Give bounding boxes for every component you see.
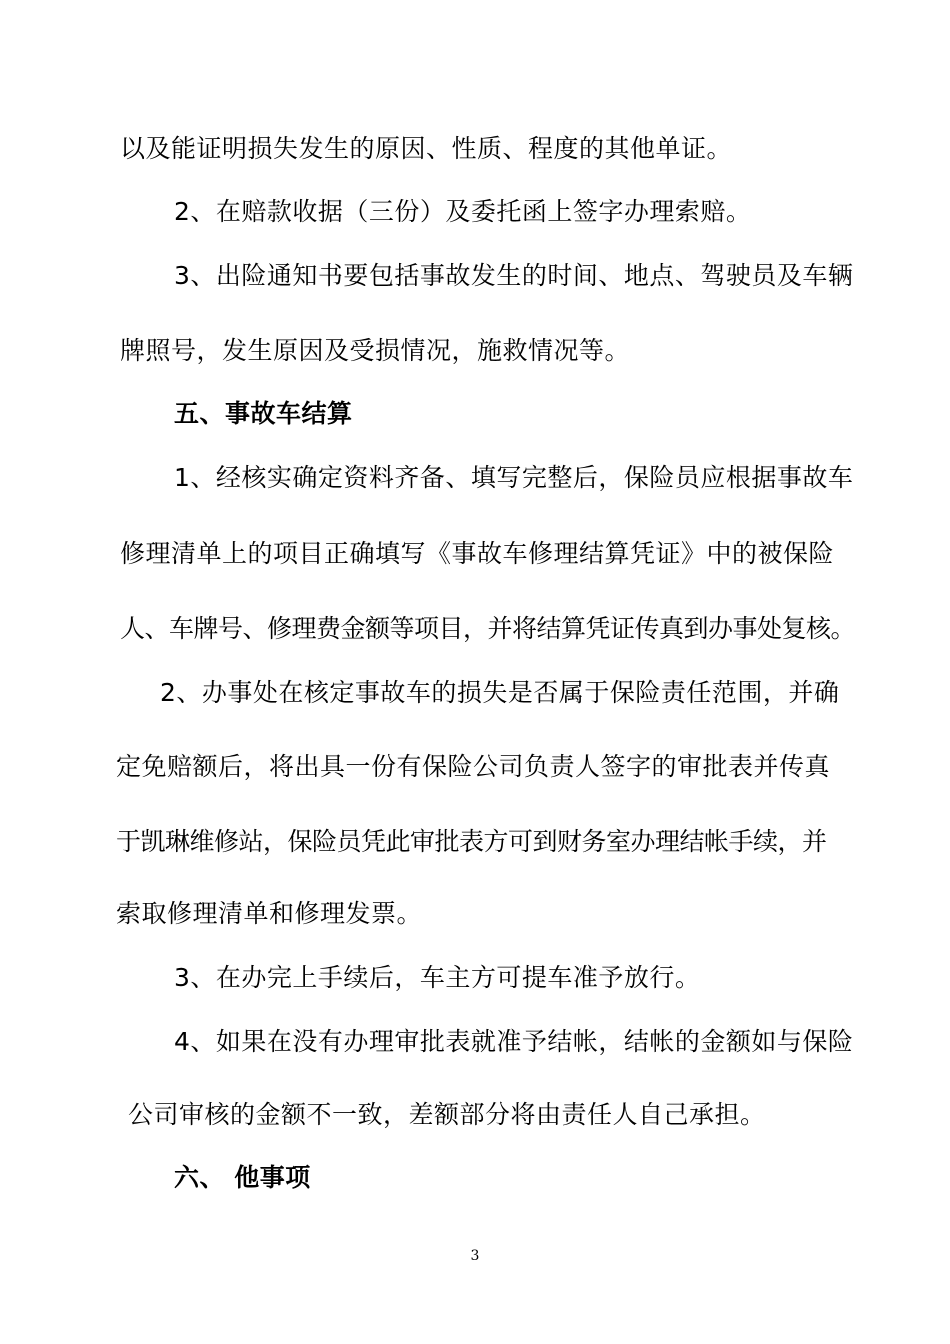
text-line: 3、在办完上手续后，车主方可提车准予放行。 <box>174 963 701 992</box>
text-line: 修理清单上的项目正确填写《事故车修理结算凭证》中的被保险 <box>120 539 835 568</box>
text-line: 公司审核的金额不一致，差额部分将由责任人自己承担。 <box>128 1100 766 1129</box>
text-line: 1、经核实确定资料齐备、填写完整后，保险员应根据事故车 <box>174 463 854 492</box>
text-line: 4、如果在没有办理审批表就准予结帐，结帐的金额如与保险 <box>174 1027 854 1056</box>
text-line: 定免赔额后，将出具一份有保险公司负责人签字的审批表并传真 <box>116 752 831 781</box>
section-heading: 六、 他事项 <box>174 1163 311 1192</box>
text-line: 2、在赔款收据（三份）及委托函上签字办理索赔。 <box>174 197 752 226</box>
section-heading: 五、事故车结算 <box>174 399 353 428</box>
text-line: 3、出险通知书要包括事故发生的时间、地点、驾驶员及车辆 <box>174 261 854 290</box>
text-line: 于凯琳维修站，保险员凭此审批表方可到财务室办理结帐手续，并 <box>116 827 827 856</box>
text-line: 索取修理清单和修理发票。 <box>116 899 423 928</box>
text-line: 2、办事处在核定事故车的损失是否属于保险责任范围，并确 <box>160 678 840 707</box>
text-line: 牌照号，发生原因及受损情况，施救情况等。 <box>120 336 631 365</box>
text-line: 以及能证明损失发生的原因、性质、程度的其他单证。 <box>120 134 733 163</box>
page-number: 3 <box>470 1248 480 1264</box>
text-line: 人、车牌号、修理费金额等项目，并将结算凭证传真到办事处复核。 <box>120 614 856 643</box>
